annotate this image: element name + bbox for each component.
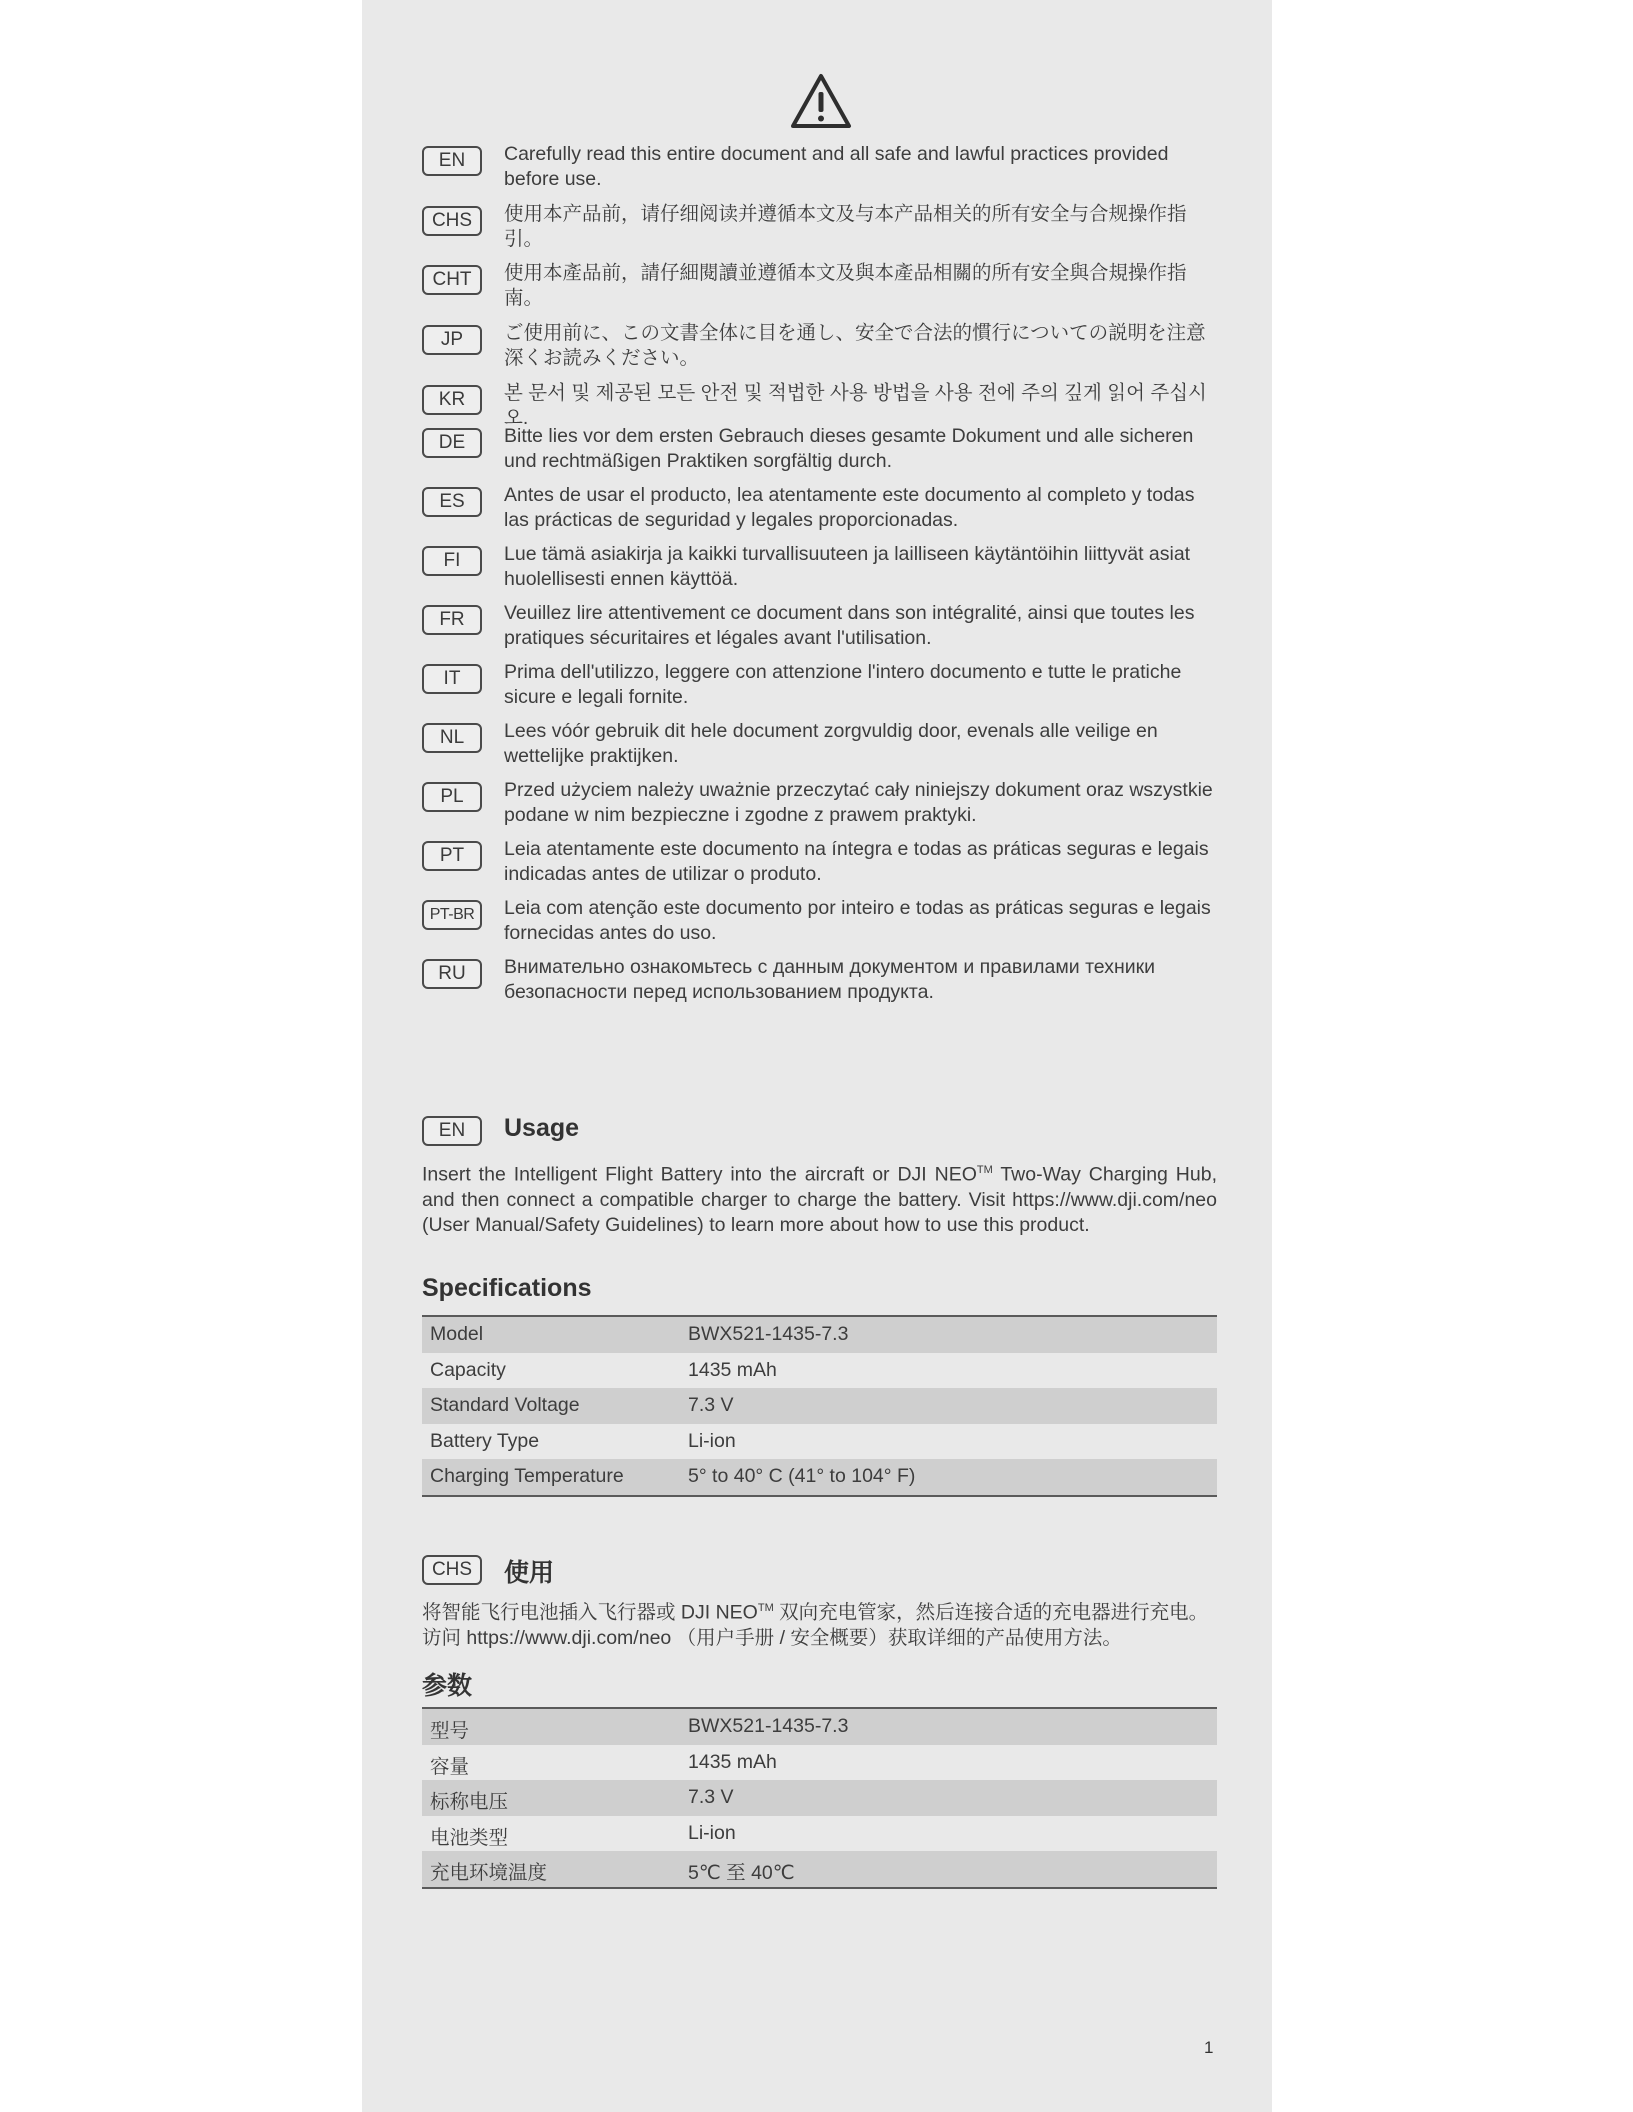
language-badge: JP	[422, 325, 482, 355]
spec-label: Standard Voltage	[430, 1394, 580, 1416]
table-row	[422, 1745, 1217, 1781]
warning-text: Veuillez lire attentivement ce document dans son intégralité, ainsi que toutes les pratiques sécuritaires et légales avant l'utilisation.	[504, 602, 1195, 649]
specifications-table-en	[422, 1315, 1217, 1497]
warning-text: 使用本产品前，请仔细阅读并遵循本文及与本产品相关的所有安全与合规操作指引。	[504, 203, 1187, 250]
specifications-title: 参数	[422, 1672, 473, 1700]
language-badge: NL	[422, 723, 482, 753]
spec-value: Li-ion	[688, 1429, 736, 1452]
table-row	[422, 1816, 1217, 1852]
language-badge: CHT	[422, 265, 482, 295]
spec-label: 充电环境温度	[430, 1862, 548, 1884]
language-badge: EN	[422, 146, 482, 176]
usage-paragraph-en: Insert the Intelligent Flight Battery into the aircraft or DJI NEO™ Two-Way Charging Hub, and then connect a compatible charger to charge the battery. Visit https://www.dji.com/neo (User Manual/Safety Guidelines) to learn more about how to use this product.	[422, 1163, 1217, 1236]
language-badge: IT	[422, 664, 482, 694]
warning-text: 使用本產品前，請仔細閱讀並遵循本文及與本產品相關的所有安全與合規操作指南。	[504, 262, 1187, 309]
warning-text: Bitte lies vor dem ersten Gebrauch dieses gesamte Dokument und alle sicheren und rechtmäßigen Praktiken sorgfältig durch.	[504, 425, 1194, 472]
table-row	[422, 1780, 1217, 1816]
spec-value: 1435 mAh	[688, 1750, 777, 1773]
language-badge: RU	[422, 959, 482, 989]
warning-icon	[789, 72, 853, 130]
spec-value: Li-ion	[688, 1821, 736, 1844]
table-row	[422, 1353, 1217, 1389]
specifications-title: Specifications	[422, 1274, 592, 1302]
warning-text: ご使用前に、この文書全体に目を通し、安全で合法的慣行についての説明を注意深くお読みください。	[504, 322, 1206, 369]
table-row	[422, 1459, 1217, 1495]
warning-text: Przed użyciem należy uważnie przeczytać cały niniejszy dokument oraz wszystkie podane w nim bezpieczne i zgodne z prawem praktyki.	[504, 779, 1213, 826]
table-row	[422, 1424, 1217, 1460]
spec-label: 型号	[430, 1720, 470, 1742]
language-badge: DE	[422, 428, 482, 458]
spec-value: 1435 mAh	[688, 1358, 777, 1381]
usage-paragraph-chs: 将智能飞行电池插入飞行器或 DJI NEO™ 双向充电管家，然后连接合适的充电器进行充电。访问 https://www.dji.com/neo （用户手册 / 安全概要）获取详细的产品使用方法。	[422, 1601, 1209, 1649]
language-badge: KR	[422, 385, 482, 415]
usage-title: 使用	[504, 1559, 555, 1587]
language-badge: PT	[422, 841, 482, 871]
spec-label: Battery Type	[430, 1429, 540, 1452]
table-row	[422, 1388, 1217, 1424]
specifications-table-chs	[422, 1707, 1217, 1889]
page-number: 1	[1204, 2038, 1214, 2057]
spec-value: BWX521-1435-7.3	[688, 1323, 849, 1345]
warning-text: Lees vóór gebruik dit hele document zorgvuldig door, evenals alle veilige en wettelijke praktijken.	[504, 720, 1158, 767]
spec-value: 7.3 V	[688, 1786, 734, 1808]
warning-text: Prima dell'utilizzo, leggere con attenzione l'intero documento e tutte le pratiche sicure e legali fornite.	[504, 661, 1182, 708]
language-badge: ES	[422, 487, 482, 517]
warning-text: Внимательно ознакомьтесь с данным документом и правилами техники безопасности перед использованием продукта.	[504, 956, 1156, 1003]
document-page	[362, 0, 1272, 2112]
language-badge: CHS	[422, 206, 482, 236]
spec-label: 电池类型	[430, 1826, 509, 1849]
language-badge: FR	[422, 605, 482, 635]
language-badge: EN	[422, 1116, 482, 1146]
language-badge: PT-BR	[422, 900, 482, 930]
language-badge: CHS	[422, 1555, 482, 1585]
spec-label: Capacity	[430, 1358, 506, 1381]
spec-value: 5℃ 至 40℃	[688, 1862, 795, 1884]
table-row	[422, 1851, 1217, 1887]
spec-label: Model	[430, 1323, 484, 1345]
spec-label: 标称电压	[430, 1791, 509, 1813]
language-badge: FI	[422, 546, 482, 576]
warning-text: Leia com atenção este documento por inteiro e todas as práticas seguras e legais fornecidas antes do uso.	[504, 897, 1211, 944]
spec-value: 5° to 40° C (41° to 104° F)	[688, 1465, 916, 1487]
table-row	[422, 1709, 1217, 1745]
warning-text: 본 문서 및 제공된 모든 안전 및 적법한 사용 방법을 사용 전에 주의 깊게 읽어 주십시오.	[504, 382, 1207, 429]
spec-label: Charging Temperature	[430, 1465, 624, 1487]
spec-label: 容量	[430, 1755, 470, 1778]
warning-text: Antes de usar el producto, lea atentamente este documento al completo y todas las prácticas de seguridad y legales proporcionadas.	[504, 484, 1195, 531]
spec-value: BWX521-1435-7.3	[688, 1715, 849, 1737]
spec-value: 7.3 V	[688, 1394, 734, 1416]
warning-text: Lue tämä asiakirja ja kaikki turvallisuuteen ja lailliseen käytäntöihin liittyvät asiat huolellisesti ennen käyttöä.	[504, 543, 1191, 590]
warning-text: Carefully read this entire document and all safe and lawful practices provided before use.	[504, 143, 1169, 190]
usage-title: Usage	[504, 1114, 580, 1142]
table-row	[422, 1317, 1217, 1353]
language-badge: PL	[422, 782, 482, 812]
warning-text: Leia atentamente este documento na íntegra e todas as práticas seguras e legais indicadas antes de utilizar o produto.	[504, 838, 1209, 885]
